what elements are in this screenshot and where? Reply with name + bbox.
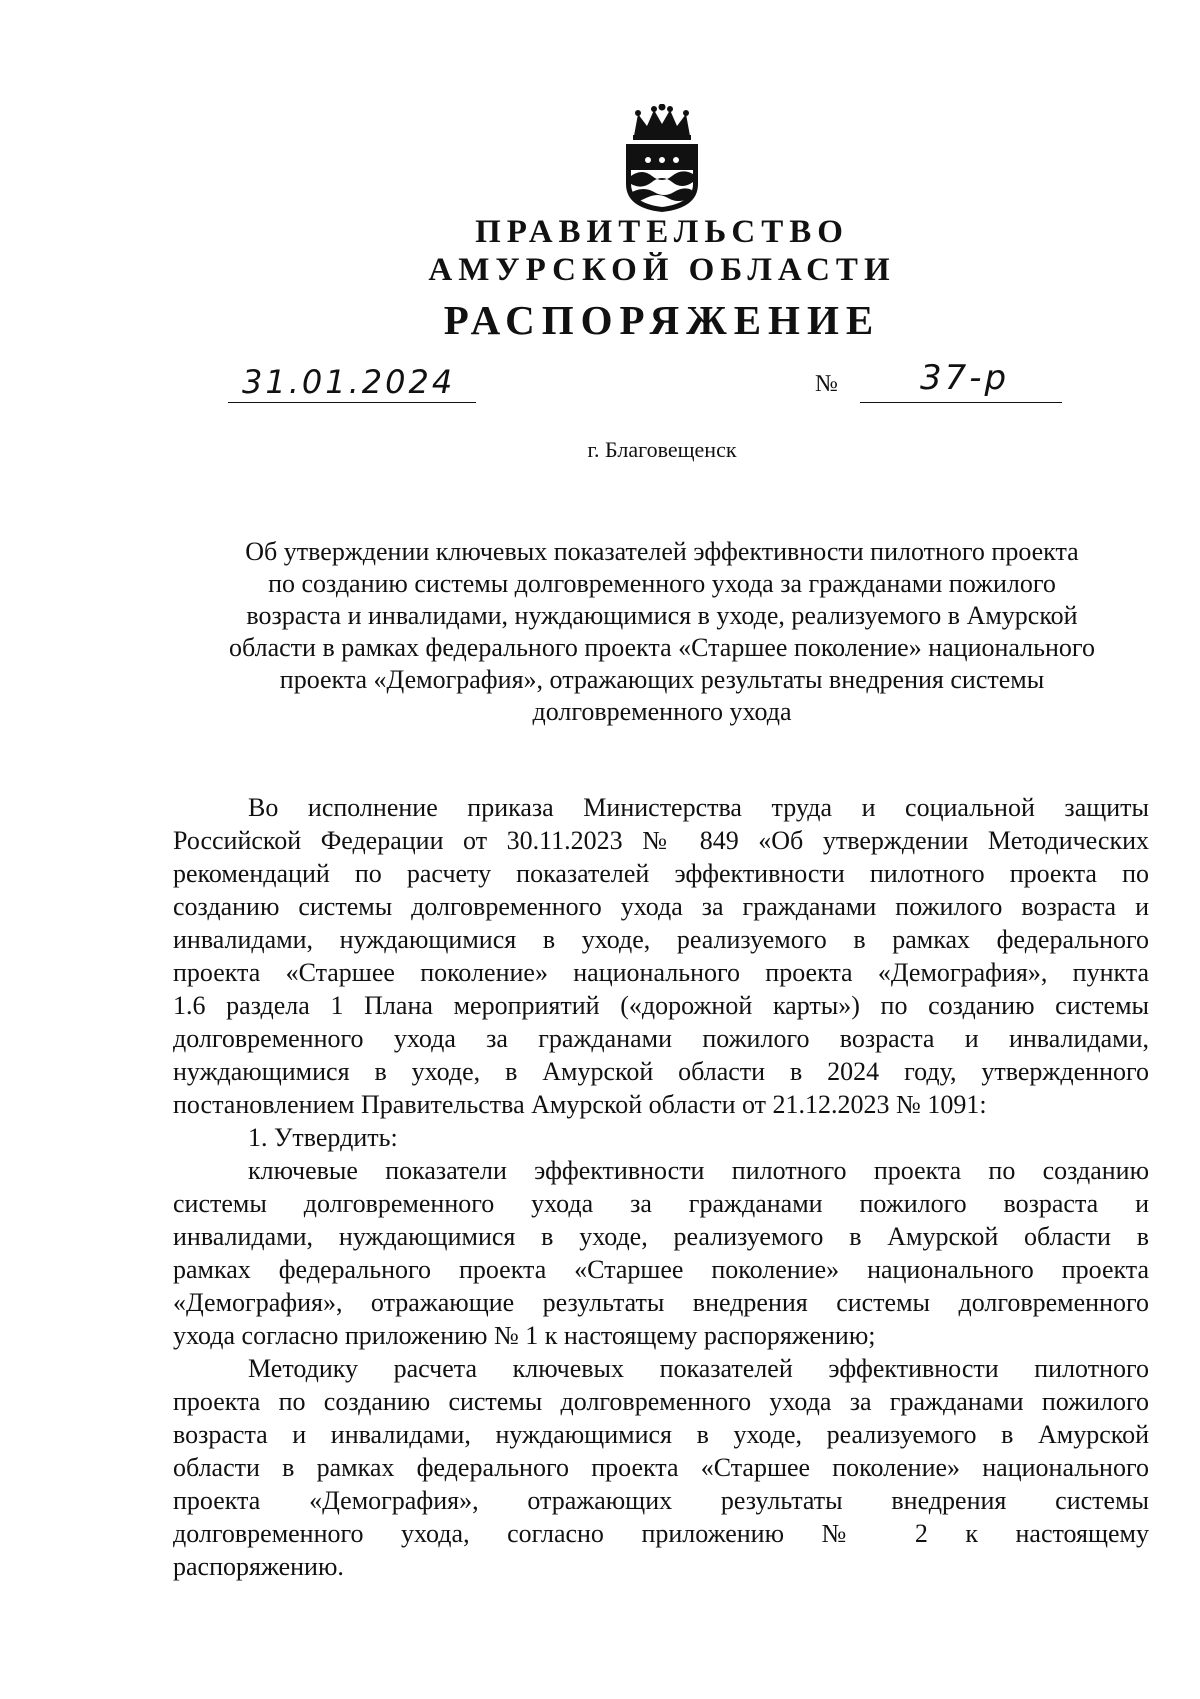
city-label: г. Благовещенск <box>587 437 737 462</box>
title-line: возраста и инвалидами, нуждающимися в уходе, реализуемого в Амурской <box>246 601 1078 630</box>
body-line: Российской Федерации от 30.11.2023 № 849 «Об утверждении Методических <box>173 826 1149 855</box>
body-line: распоряжению. <box>173 1552 344 1581</box>
title-line: долговременного ухода <box>532 697 792 726</box>
date-underline <box>228 402 476 403</box>
body-line: долговременного ухода, согласно приложению № 2 к настоящему <box>173 1519 1149 1548</box>
body-line: нуждающимися в уходе, в Амурской области в 2024 году, утвержденного <box>173 1057 1149 1086</box>
body-line: проекта «Демография», отражающих результаты внедрения системы <box>173 1486 1149 1515</box>
body-line: 1.6 раздела 1 Плана мероприятий («дорожной карты») по созданию системы <box>173 991 1149 1020</box>
body-line: ухода согласно приложению № 1 к настоящему распоряжению; <box>173 1321 876 1350</box>
body-line: инвалидами, нуждающимися в уходе, реализуемого в рамках федерального <box>173 925 1149 954</box>
org-name-line-1: ПРАВИТЕЛЬСТВО <box>475 214 849 250</box>
body-line: Методику расчета ключевых показателей эффективности пилотного <box>248 1354 1149 1383</box>
document-type-heading: РАСПОРЯЖЕНИЕ <box>443 297 881 343</box>
body-line: Во исполнение приказа Министерства труда и социальной защиты <box>248 793 1149 822</box>
coat-of-arms-icon <box>620 104 704 214</box>
body-line: инвалидами, нуждающимися в уходе, реализуемого в Амурской области в <box>173 1222 1149 1251</box>
number-label: № <box>815 371 838 397</box>
body-line: системы долговременного ухода за гражданами пожилого возраста и <box>173 1189 1149 1218</box>
title-line: проекта «Демография», отражающих результаты внедрения системы <box>279 665 1045 694</box>
title-line: Об утверждении ключевых показателей эффективности пилотного проекта <box>245 537 1079 566</box>
body-line: постановлением Правительства Амурской области от 21.12.2023 № 1091: <box>173 1090 987 1119</box>
body-line: «Демография», отражающие результаты внедрения системы долговременного <box>173 1288 1149 1317</box>
body-line: области в рамках федерального проекта «Старшее поколение» национального <box>173 1453 1149 1482</box>
title-line: области в рамках федерального проекта «Старшее поколение» национального <box>229 633 1095 662</box>
body-line: проекта по созданию системы долговременного ухода за гражданами пожилого <box>173 1387 1149 1416</box>
body-line: ключевые показатели эффективности пилотного проекта по созданию <box>248 1156 1149 1185</box>
body-line: 1. Утвердить: <box>248 1123 398 1152</box>
title-line: по созданию системы долговременного ухода за гражданами пожилого <box>268 569 1056 598</box>
body-line: долговременного ухода за гражданами пожилого возраста и инвалидами, <box>173 1024 1149 1053</box>
number-underline <box>860 402 1062 403</box>
document-number: 37-р <box>920 358 1010 398</box>
body-line: созданию системы долговременного ухода за гражданами пожилого возраста и <box>173 892 1149 921</box>
body-line: рамках федерального проекта «Старшее поколение» национального проекта <box>173 1255 1149 1284</box>
body-line: проекта «Старшее поколение» национального проекта «Демография», пункта <box>173 958 1149 987</box>
document-date: 31.01.2024 <box>242 363 456 401</box>
body-line: возраста и инвалидами, нуждающимися в уходе, реализуемого в Амурской <box>173 1420 1149 1449</box>
body-line: рекомендаций по расчету показателей эффективности пилотного проекта по <box>173 859 1149 888</box>
org-name-line-2: АМУРСКОЙ ОБЛАСТИ <box>428 252 896 288</box>
